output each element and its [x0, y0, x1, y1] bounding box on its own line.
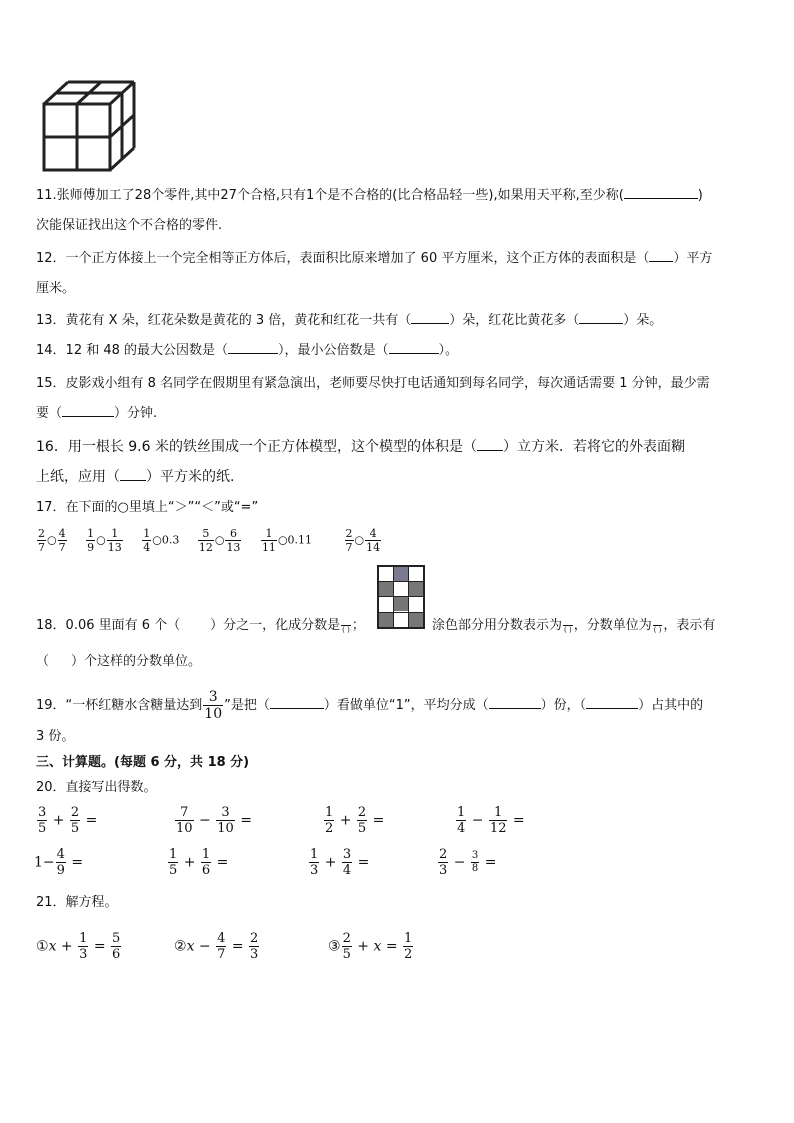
equation-item: ②x − $\frac{4}{7}$ = $\frac{2}{3}$	[174, 931, 259, 962]
answer-fraction[interactable]: ( )	[341, 617, 351, 634]
answer-blank[interactable]	[389, 341, 439, 354]
question-19-line-2: 3 份。	[36, 729, 75, 744]
calc-item: $\frac{1}{4}$ − $\frac{1}{12}$ =	[457, 805, 525, 836]
question-19-line-1: 19．“一杯红糖水含糖量达到 $\frac{3}{10}$ ”是把（ ）看做单位“1”，平均分成（ ）份，（ ）占其中的	[36, 689, 704, 722]
calc-item: 1− $\frac{4}{9}$ =	[34, 847, 84, 878]
answer-blank[interactable]	[228, 341, 278, 354]
calc-item: $\frac{1}{5}$ + $\frac{1}{6}$ =	[169, 847, 229, 878]
question-15-line-2: 要（ ）分钟.	[36, 406, 158, 421]
question-16-line-1: 16．用一根长 9.6 米的铁丝围成一个正方体模型，这个模型的体积是（ ）立方米．若将它的外表面糊	[36, 439, 685, 455]
question-11-line-1: 11.张师傅加工了28个零件,其中27个合格,只有1个是不合格的(比合格品轻一些),如果用天平称,至少称( )	[36, 188, 703, 203]
equation-item: ①x + $\frac{1}{3}$ = $\frac{5}{6}$	[36, 931, 121, 962]
answer-blank[interactable]	[624, 186, 698, 199]
comparison-item: $\frac{2}{7}$ ○ $\frac{4}{7}$	[38, 527, 66, 554]
answer-blank[interactable]	[270, 696, 324, 709]
compare-circle[interactable]: ○	[152, 533, 162, 547]
comparison-row	[36, 528, 382, 553]
calc-item: $\frac{2}{3}$ − $\frac{3}{8}$ =	[439, 847, 497, 878]
comparison-item: $\frac{1}{11}$ ○0.11	[261, 527, 313, 554]
answer-blank[interactable]	[62, 404, 114, 417]
question-20-title: 20．直接写出得数。	[36, 780, 157, 795]
question-18-line-1b: 涂色部分用分数表示为 ( ) ，分数单位为 ( ) ，表示有	[432, 618, 716, 634]
equation-item: ③ $\frac{2}{5}$ + x = $\frac{1}{2}$	[328, 931, 413, 962]
question-12-line-1: 12．一个正方体接上一个完全相等正方体后，表面积比原来增加了 60 平方厘米，这个正方体的表面积是（ ）平方	[36, 251, 713, 266]
question-18-line-1: 18．0.06 里面有 6 个（ ）分之一，化成分数是 ( ) ；	[36, 618, 365, 634]
calc-item: $\frac{3}{5}$ + $\frac{2}{5}$ =	[38, 805, 98, 836]
question-12-line-2: 厘米。	[36, 281, 76, 296]
compare-circle[interactable]: ○	[96, 533, 106, 547]
compare-circle[interactable]: ○	[47, 533, 57, 547]
question-11-line-2: 次能保证找出这个不合格的零件.	[36, 218, 223, 233]
answer-blank[interactable]	[579, 311, 623, 324]
comparison-item: $\frac{1}{4}$ ○0.3	[143, 527, 180, 554]
compare-circle[interactable]: ○	[277, 533, 288, 547]
question-14: 14．12 和 48 的最大公因数是（ ），最小公倍数是（ ）。	[36, 343, 459, 358]
answer-blank[interactable]	[411, 311, 449, 324]
question-16-line-2: 上纸，应用（ ）平方米的纸.	[36, 469, 235, 485]
answer-blank[interactable]	[649, 249, 673, 262]
section-heading: 三、计算题。(每题 6 分，共 18 分)	[36, 755, 250, 770]
answer-blank[interactable]	[477, 438, 503, 451]
question-17: 17．在下面的○里填上“＞”“＜”或“=”	[36, 500, 259, 515]
compare-circle[interactable]: ○	[354, 533, 365, 547]
answer-blank[interactable]	[120, 468, 146, 481]
shaded-grid-figure	[377, 565, 425, 629]
question-13: 13．黄花有 X 朵，红花朵数是黄花的 3 倍，黄花和红花一共有（ ）朵，红花比黄花多（ ）朵。	[36, 313, 663, 328]
answer-blank[interactable]	[586, 696, 638, 709]
question-18-line-2: （ ）个这样的分数单位。	[36, 654, 202, 669]
answer-blank[interactable]	[489, 696, 541, 709]
question-15-line-1: 15．皮影戏小组有 8 名同学在假期里有紧急演出，老师要尽快打电话通知到每名同学，每次通话需要 1 分钟，最少需	[36, 376, 710, 391]
comparison-item: $\frac{1}{9}$ ○ $\frac{1}{13}$	[87, 527, 122, 554]
calc-item: $\frac{7}{10}$ − $\frac{3}{10}$ =	[176, 805, 252, 836]
comparison-item: $\frac{2}{7}$ ○ $\frac{4}{14}$	[345, 527, 381, 554]
cube-figure	[38, 76, 142, 176]
question-21-title: 21．解方程。	[36, 895, 118, 910]
answer-fraction[interactable]: ( )	[563, 617, 573, 634]
calc-item: $\frac{1}{2}$ + $\frac{2}{5}$ =	[325, 805, 385, 836]
calc-item: $\frac{1}{3}$ + $\frac{3}{4}$ =	[310, 847, 370, 878]
answer-fraction[interactable]: ( )	[653, 617, 663, 634]
compare-circle[interactable]: ○	[214, 533, 225, 547]
comparison-item: $\frac{5}{12}$ ○ $\frac{6}{13}$	[198, 527, 241, 554]
